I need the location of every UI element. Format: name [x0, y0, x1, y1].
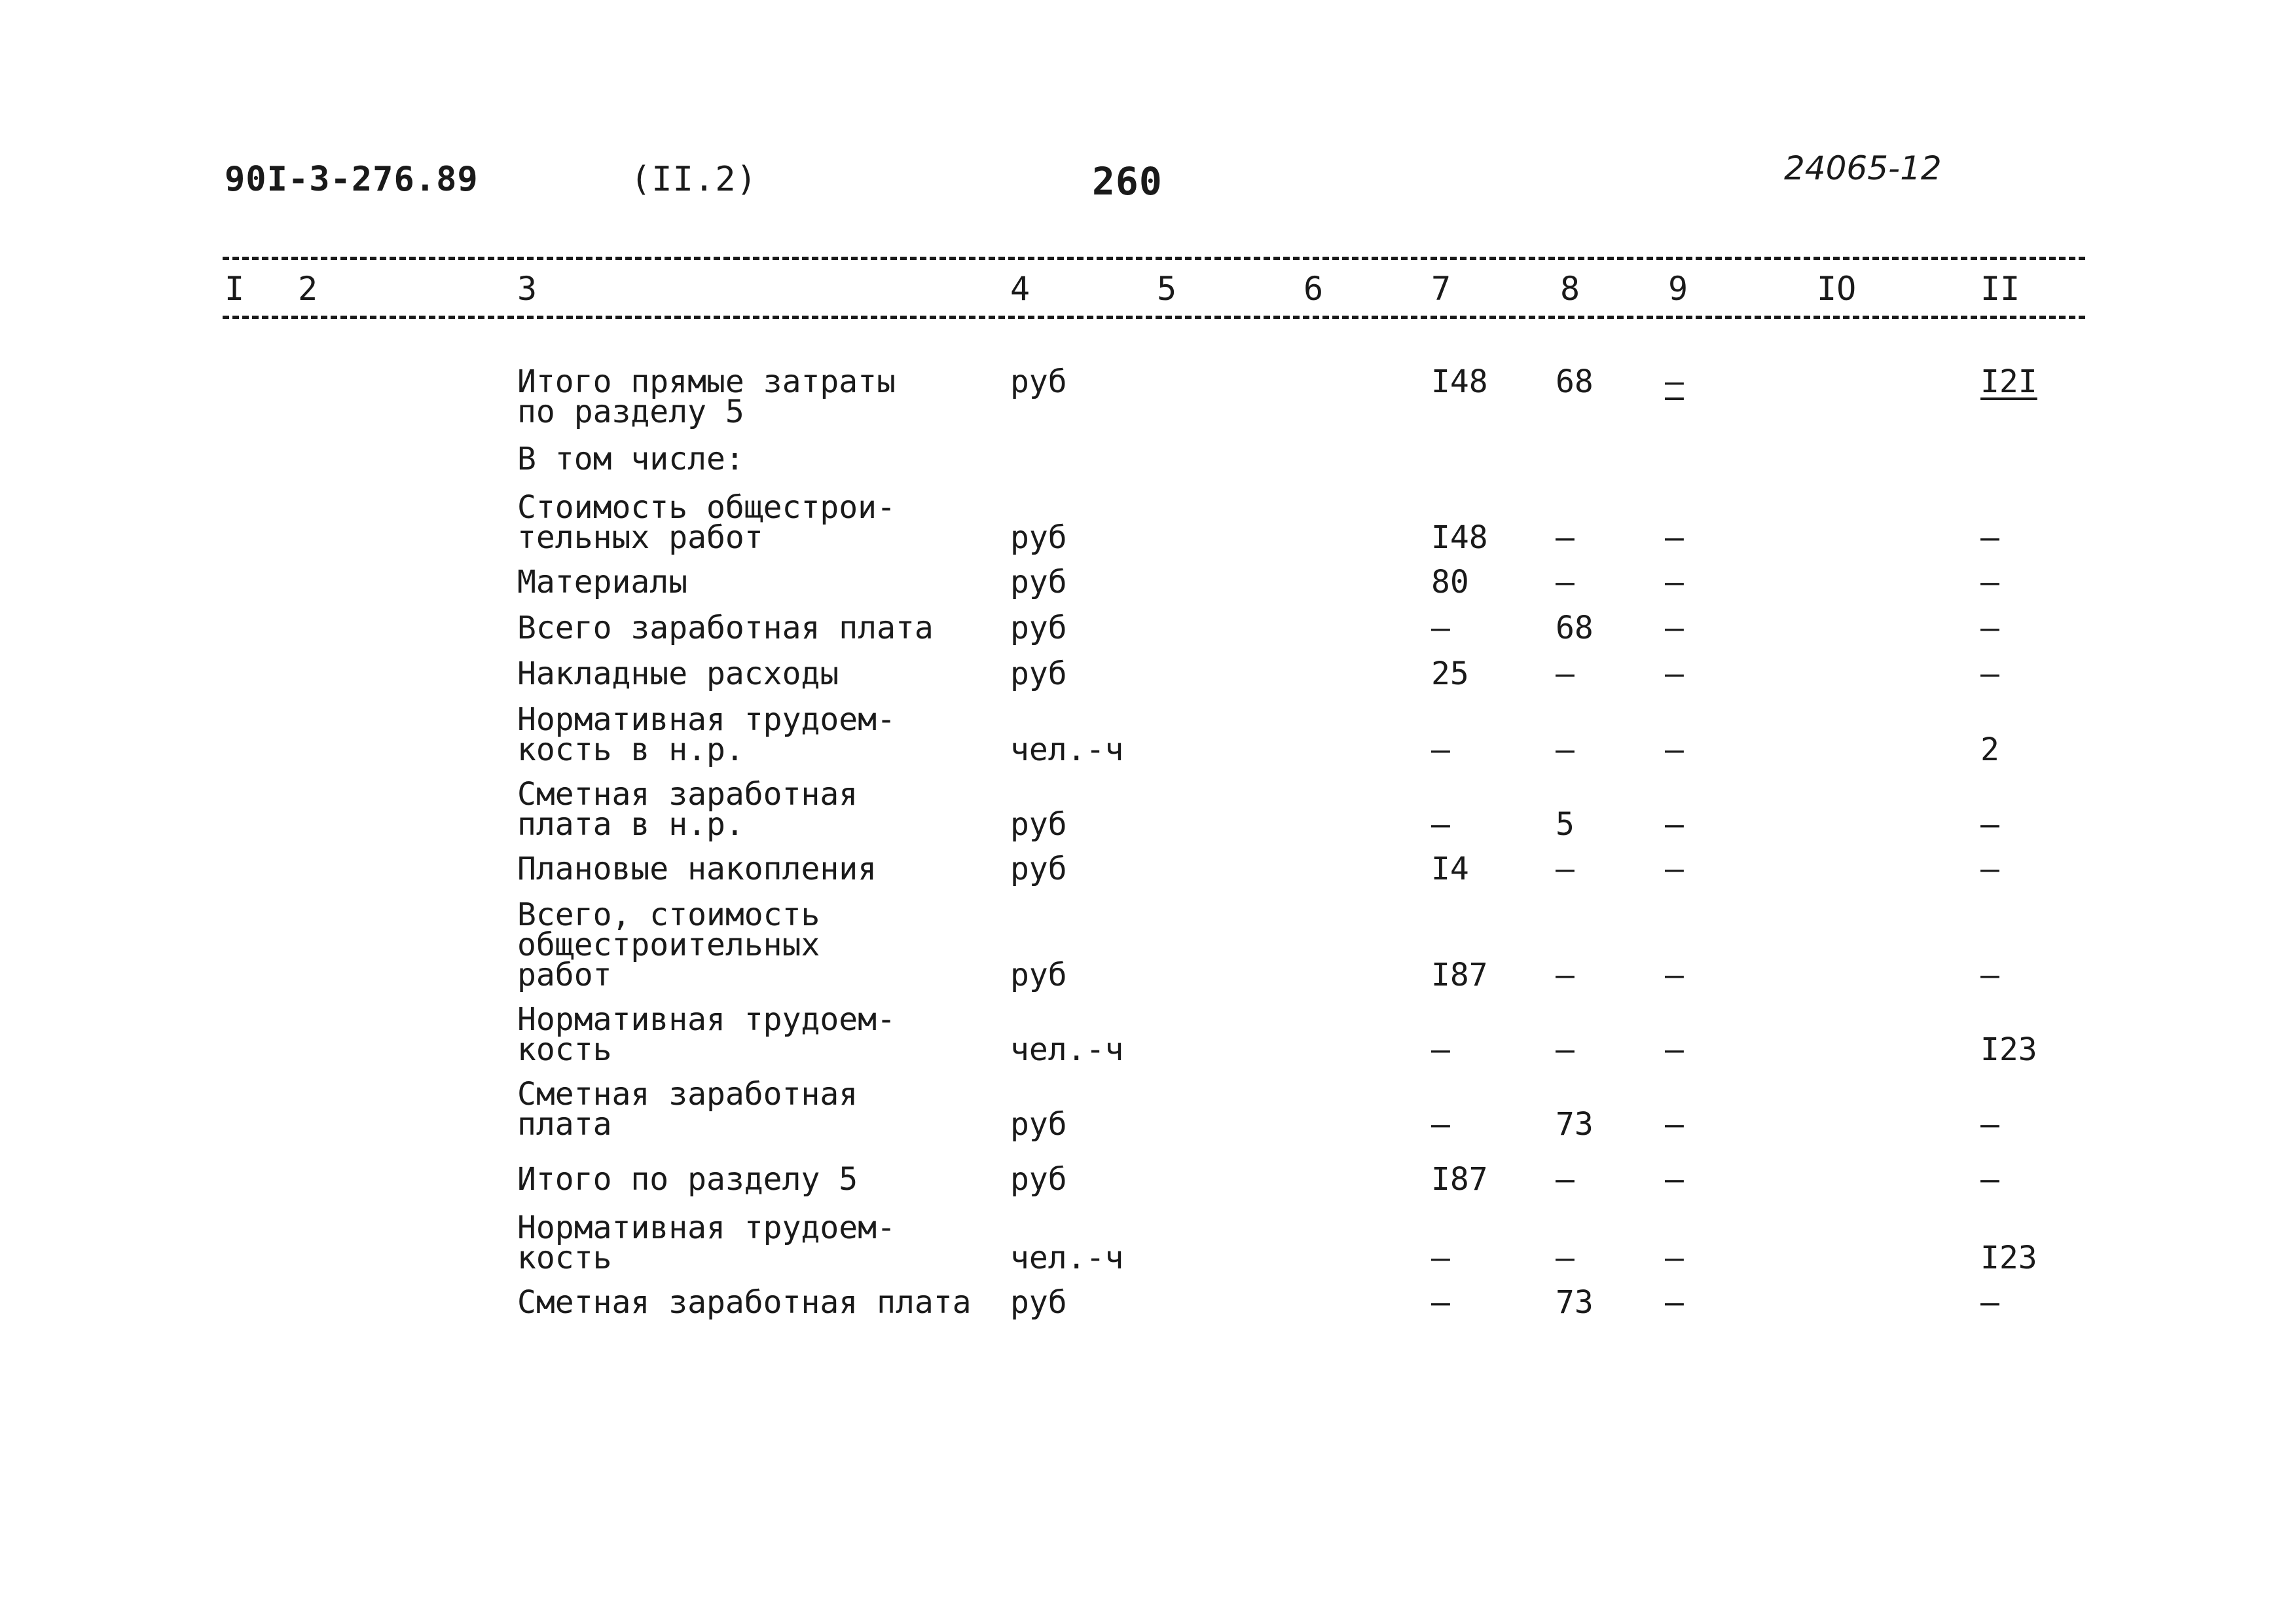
- col7-cell: –: [1431, 731, 1450, 768]
- col7-cell: –: [1431, 1031, 1450, 1068]
- row-label: Плановые накопления: [517, 851, 877, 887]
- column-number: 3: [517, 270, 538, 308]
- col7-cell: I48: [1431, 363, 1488, 400]
- col8-cell: 68: [1556, 610, 1594, 646]
- row-label: Сметная заработная плата: [517, 1076, 858, 1143]
- unit-cell: руб: [1010, 957, 1067, 993]
- col8-cell: –: [1556, 957, 1575, 993]
- col11-cell: –: [1980, 1161, 1999, 1198]
- column-number: 9: [1668, 270, 1688, 308]
- column-number: II: [1980, 270, 2020, 308]
- page-number: 260: [1092, 159, 1163, 204]
- document-code: 90I-3-276.89: [225, 160, 479, 199]
- col9-cell: –: [1665, 1161, 1684, 1198]
- col9-cell: –: [1665, 1106, 1684, 1143]
- column-number: 4: [1010, 270, 1030, 308]
- col7-cell: I48: [1431, 519, 1488, 556]
- unit-cell: чел.-ч: [1010, 1031, 1124, 1068]
- col11-cell: –: [1980, 564, 1999, 600]
- unit-cell: руб: [1010, 564, 1067, 600]
- section-reference: (II.2): [630, 160, 757, 199]
- col9-cell: –: [1665, 731, 1684, 768]
- col11-cell: I23: [1980, 1240, 2037, 1276]
- col11-cell: –: [1980, 806, 1999, 843]
- row-label: Итого по разделу 5: [517, 1161, 858, 1198]
- column-number: 5: [1157, 270, 1177, 308]
- col9-cell: –: [1665, 610, 1684, 646]
- col8-cell: 73: [1556, 1284, 1594, 1321]
- column-number: 8: [1560, 270, 1580, 308]
- col11-cell: I23: [1980, 1031, 2037, 1068]
- col7-cell: –: [1431, 1240, 1450, 1276]
- col9-cell: –: [1665, 1284, 1684, 1321]
- col11-cell: I2I: [1980, 363, 2037, 400]
- col11-cell: 2: [1980, 731, 1999, 768]
- col7-cell: –: [1431, 610, 1450, 646]
- column-number: 2: [298, 270, 318, 308]
- unit-cell: руб: [1010, 610, 1067, 646]
- col7-cell: I87: [1431, 1161, 1488, 1198]
- unit-cell: чел.-ч: [1010, 1240, 1124, 1276]
- row-label: В том числе:: [517, 441, 744, 477]
- row-label: Сметная заработная плата: [517, 1284, 972, 1321]
- col8-cell: –: [1556, 564, 1575, 600]
- col8-cell: 5: [1556, 806, 1575, 843]
- col7-cell: I4: [1431, 851, 1469, 887]
- col11-cell: –: [1980, 655, 1999, 692]
- unit-cell: чел.-ч: [1010, 731, 1124, 768]
- row-label: Итого прямые затраты по разделу 5: [517, 363, 896, 430]
- table-header-top-rule: [223, 257, 2085, 260]
- row-label: Нормативная трудоем- кость: [517, 1001, 896, 1068]
- col9-cell: –: [1665, 564, 1684, 600]
- col9-cell: –: [1665, 655, 1684, 692]
- col8-cell: –: [1556, 519, 1575, 556]
- col11-cell: –: [1980, 957, 1999, 993]
- col8-cell: –: [1556, 851, 1575, 887]
- row-label: Всего заработная плата: [517, 610, 934, 646]
- col9-cell: –: [1665, 806, 1684, 843]
- col8-cell: 68: [1556, 363, 1594, 400]
- col8-cell: 73: [1556, 1106, 1594, 1143]
- col7-cell: 25: [1431, 655, 1469, 692]
- table-header-bottom-rule: [223, 316, 2085, 319]
- col7-cell: –: [1431, 1106, 1450, 1143]
- col7-cell: I87: [1431, 957, 1488, 993]
- col9-cell: –: [1665, 851, 1684, 887]
- unit-cell: руб: [1010, 1161, 1067, 1198]
- unit-cell: руб: [1010, 519, 1067, 556]
- col8-cell: –: [1556, 731, 1575, 768]
- unit-cell: руб: [1010, 851, 1067, 887]
- row-label: Сметная заработная плата в н.р.: [517, 776, 858, 843]
- unit-cell: руб: [1010, 655, 1067, 692]
- column-number: 6: [1303, 270, 1324, 308]
- col11-cell: –: [1980, 519, 1999, 556]
- row-label: Накладные расходы: [517, 655, 839, 692]
- column-number: I: [225, 270, 245, 308]
- col9-cell: –: [1665, 1240, 1684, 1276]
- col9-cell: –: [1665, 519, 1684, 556]
- sheet-code: 24065-12: [1784, 149, 1942, 187]
- col11-cell: –: [1980, 1284, 1999, 1321]
- col7-cell: –: [1431, 1284, 1450, 1321]
- unit-cell: руб: [1010, 363, 1067, 400]
- col11-cell: –: [1980, 1106, 1999, 1143]
- col11-cell: –: [1980, 851, 1999, 887]
- col8-cell: –: [1556, 1031, 1575, 1068]
- col9-cell: –: [1665, 363, 1684, 400]
- col8-cell: –: [1556, 1161, 1575, 1198]
- unit-cell: руб: [1010, 1284, 1067, 1321]
- col8-cell: –: [1556, 655, 1575, 692]
- row-label: Нормативная трудоем- кость в н.р.: [517, 701, 896, 768]
- col7-cell: –: [1431, 806, 1450, 843]
- row-label: Нормативная трудоем- кость: [517, 1209, 896, 1276]
- col7-cell: 80: [1431, 564, 1469, 600]
- col9-cell: –: [1665, 957, 1684, 993]
- col11-cell: –: [1980, 610, 1999, 646]
- unit-cell: руб: [1010, 806, 1067, 843]
- column-number: IO: [1817, 270, 1857, 308]
- column-number: 7: [1431, 270, 1451, 308]
- row-label: Материалы: [517, 564, 688, 600]
- unit-cell: руб: [1010, 1106, 1067, 1143]
- row-label: Стоимость общестрои- тельных работ: [517, 489, 896, 556]
- col8-cell: –: [1556, 1240, 1575, 1276]
- row-label: Всего, стоимость общестроительных работ: [517, 896, 820, 993]
- col9-cell: –: [1665, 1031, 1684, 1068]
